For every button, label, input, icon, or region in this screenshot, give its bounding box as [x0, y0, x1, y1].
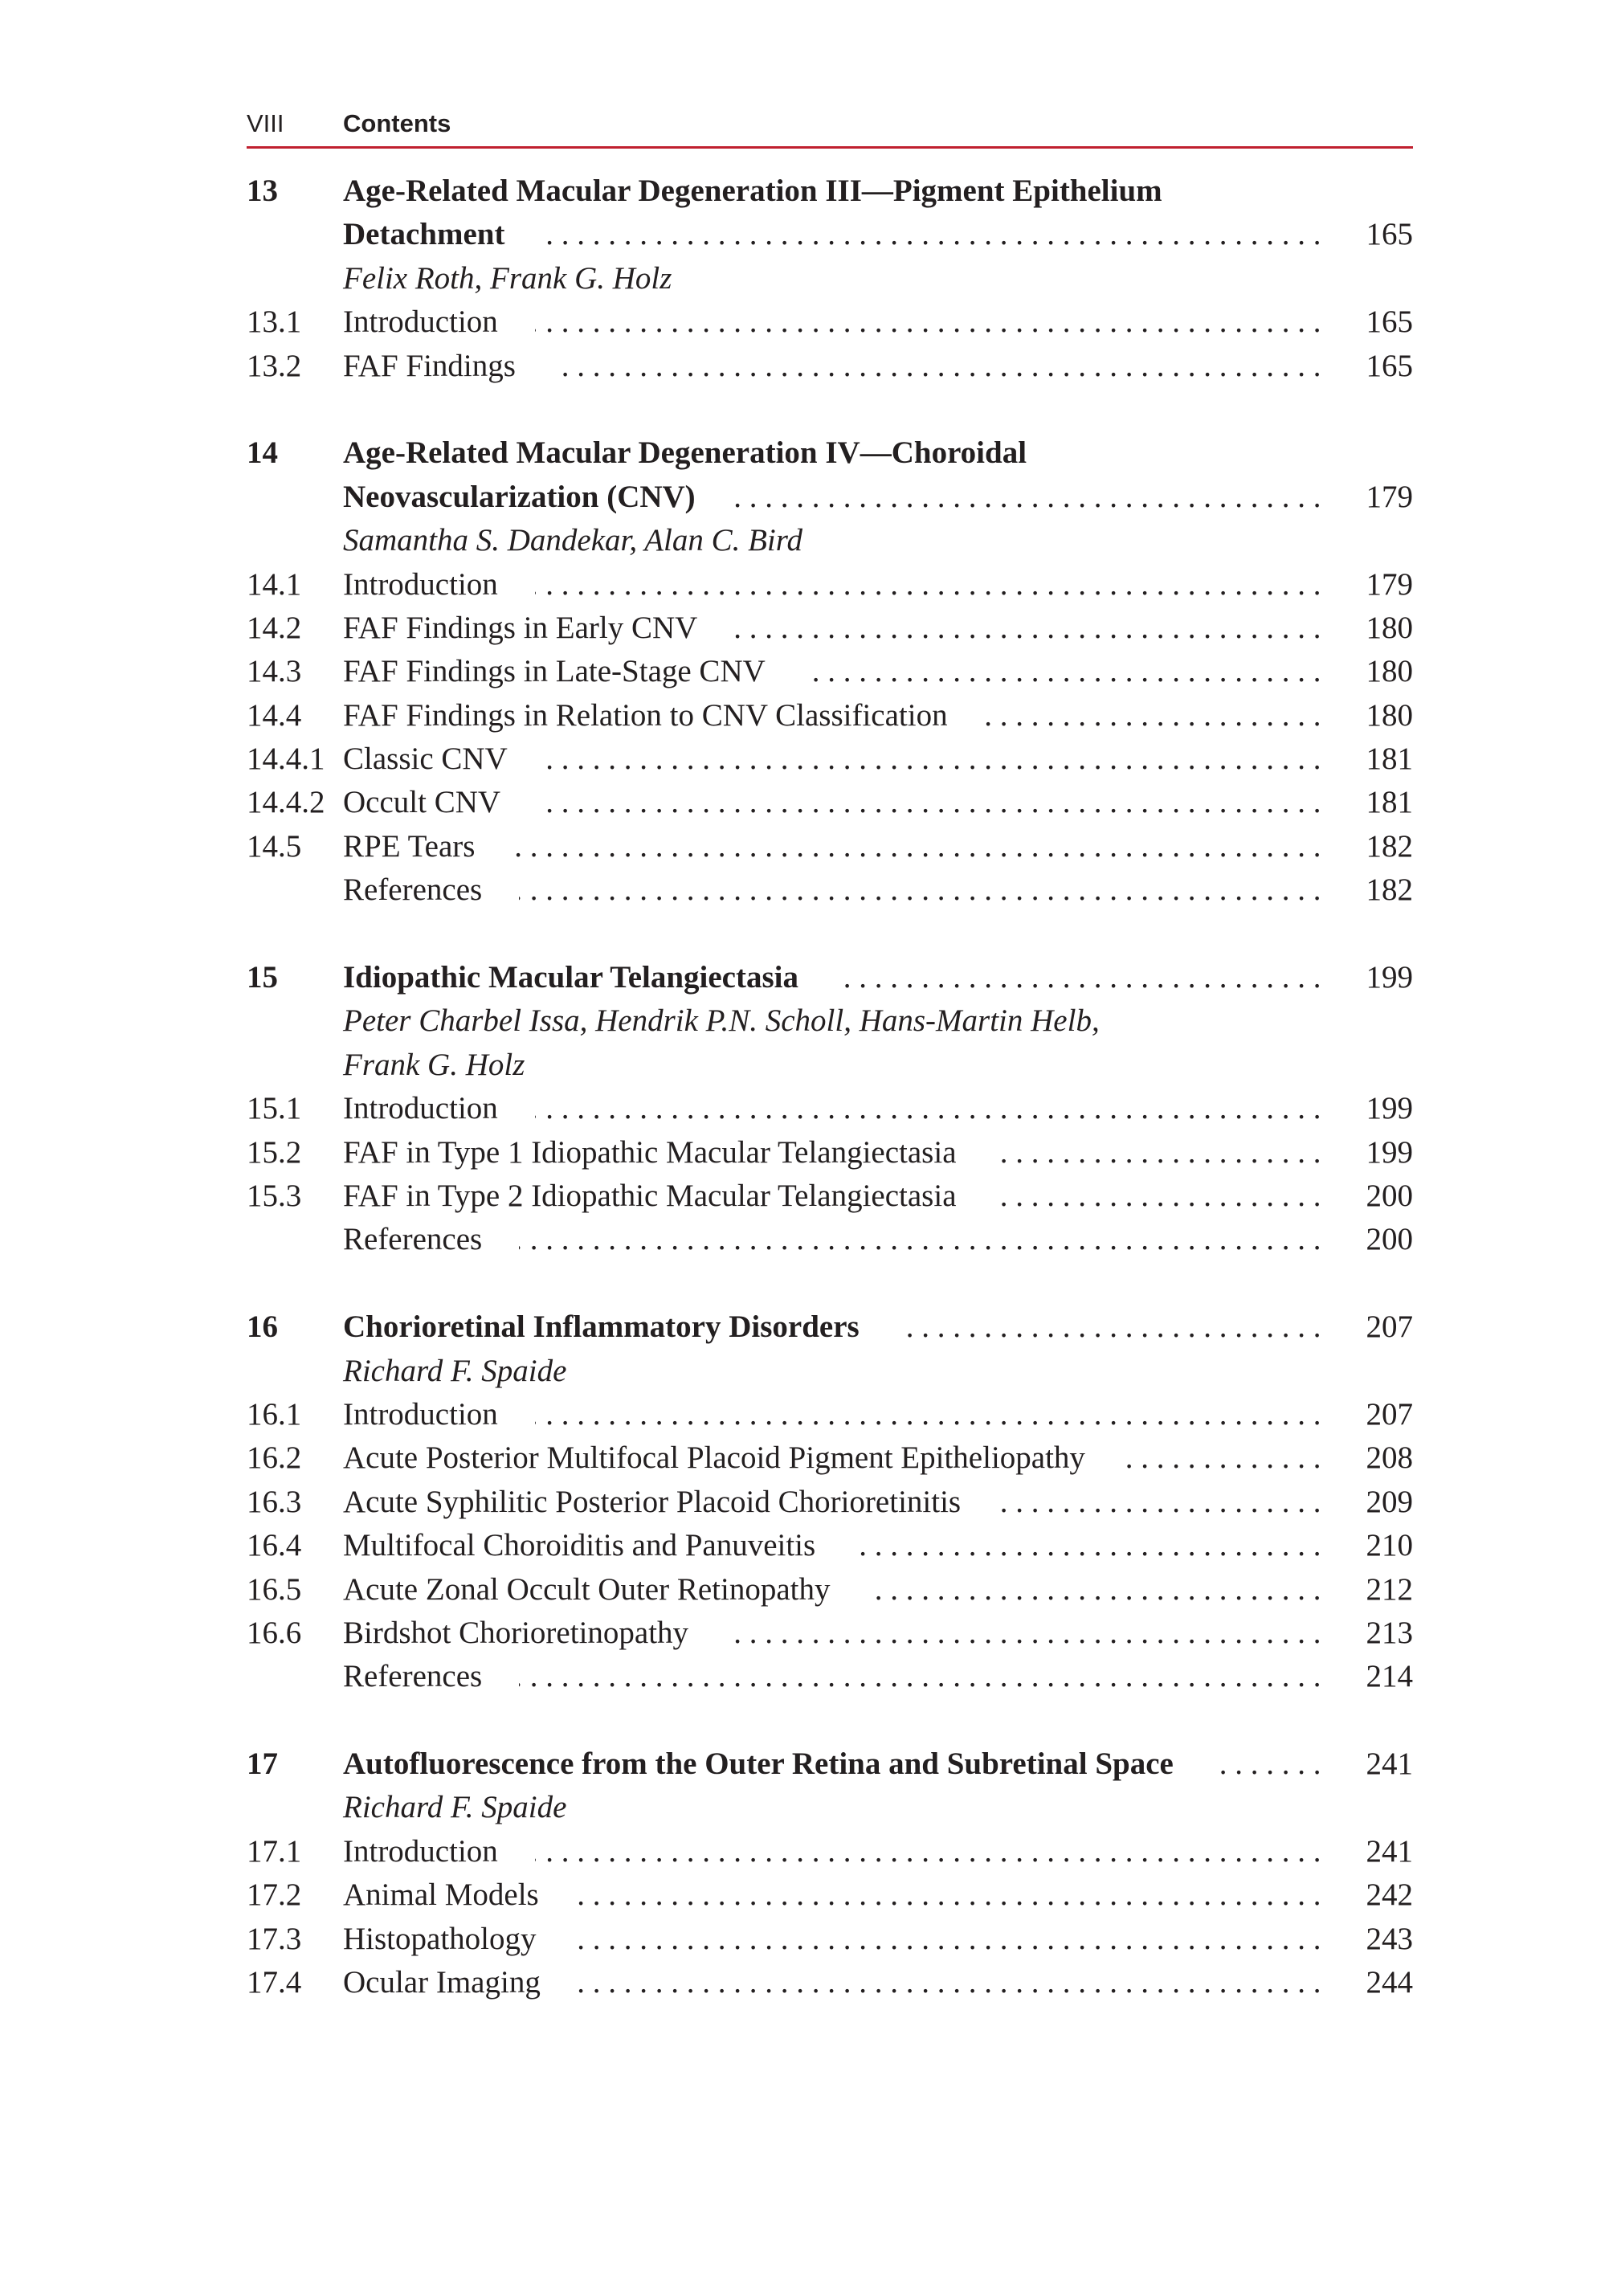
- section-title[interactable]: Classic CNV: [343, 742, 508, 777]
- section-number: 14.4: [247, 697, 302, 733]
- section-title[interactable]: FAF in Type 1 Idiopathic Macular Telangiectasia: [343, 1134, 957, 1170]
- page-ref[interactable]: 243: [1366, 1921, 1413, 1956]
- page-ref[interactable]: 165: [1366, 348, 1413, 383]
- section-title[interactable]: Multifocal Choroiditis and Panuveitis: [343, 1528, 816, 1563]
- dot-leader: [734, 607, 1321, 650]
- dot-leader: [541, 213, 1321, 256]
- page-ref[interactable]: 199: [1366, 960, 1413, 995]
- chapter-title-line: [247, 170, 1413, 213]
- section-number: 13.2: [247, 348, 302, 383]
- section-title[interactable]: FAF Findings: [343, 348, 516, 383]
- chapter-title[interactable]: Autofluorescence from the Outer Retina and Subretinal Space: [343, 1747, 1174, 1782]
- toc-entry[interactable]: [247, 1873, 1413, 1917]
- section-number: 14.5: [247, 828, 302, 864]
- page-ref[interactable]: 181: [1366, 742, 1413, 777]
- section-title[interactable]: Occult CNV: [343, 785, 501, 820]
- chapter-15: [247, 956, 1413, 1262]
- dot-leader: [852, 1524, 1321, 1567]
- toc-entry[interactable]: [247, 300, 1413, 344]
- section-number: 15.2: [247, 1134, 302, 1170]
- page-ref[interactable]: 214: [1366, 1659, 1413, 1694]
- chapter-authors: [247, 1044, 1413, 1087]
- chapter-13: [247, 170, 1413, 388]
- section-number: 16.5: [247, 1571, 302, 1607]
- page-ref[interactable]: 199: [1366, 1134, 1413, 1170]
- running-title: Contents: [343, 109, 451, 137]
- chapter-title-line: [247, 1305, 1413, 1349]
- section-title[interactable]: Ocular Imaging: [343, 1965, 541, 2000]
- section-number: 14.2: [247, 610, 302, 645]
- section-title[interactable]: FAF in Type 2 Idiopathic Macular Telangiectasia: [343, 1178, 957, 1213]
- toc-entry[interactable]: [247, 868, 1413, 912]
- section-number: 16.2: [247, 1440, 302, 1476]
- section-title[interactable]: Acute Posterior Multifocal Placoid Pigment Epitheliopathy: [343, 1440, 1085, 1476]
- page-ref[interactable]: 165: [1366, 217, 1413, 252]
- dot-leader: [994, 1175, 1321, 1218]
- section-title[interactable]: Introduction: [343, 566, 498, 602]
- chapter-title[interactable]: Idiopathic Macular Telangiectasia: [343, 960, 798, 995]
- dot-leader: [535, 1830, 1321, 1873]
- chapter-number: 17: [247, 1747, 278, 1782]
- section-title[interactable]: References: [343, 1222, 483, 1257]
- chapter-number: 15: [247, 960, 278, 995]
- table-of-contents: [247, 170, 1413, 2049]
- section-number: 13.1: [247, 304, 302, 340]
- toc-entry[interactable]: [247, 1961, 1413, 2004]
- chapter-title[interactable]: Detachment: [343, 217, 505, 252]
- page-ref[interactable]: 182: [1366, 872, 1413, 908]
- section-title[interactable]: FAF Findings in Relation to CNV Classification: [343, 697, 948, 733]
- toc-entry[interactable]: [247, 1218, 1413, 1261]
- dot-leader: [535, 563, 1321, 607]
- chapter-title-line: [247, 476, 1413, 519]
- dot-leader: [835, 956, 1321, 999]
- chapter-title[interactable]: Chorioretinal Inflammatory Disorders: [343, 1309, 860, 1345]
- toc-entry[interactable]: [247, 1524, 1413, 1567]
- toc-entry[interactable]: [247, 1087, 1413, 1130]
- dot-leader: [994, 1131, 1321, 1175]
- page-ref[interactable]: 244: [1366, 1965, 1413, 2000]
- section-number: 14.4.1: [247, 742, 325, 777]
- toc-entry[interactable]: [247, 825, 1413, 868]
- dot-leader: [519, 868, 1321, 912]
- page-number: VIII: [247, 109, 284, 137]
- toc-entry[interactable]: [247, 345, 1413, 388]
- chapter-title[interactable]: Age-Related Macular Degeneration IV—Choroidal: [343, 435, 1027, 471]
- chapter-authors: [247, 999, 1413, 1043]
- dot-leader: [553, 345, 1321, 388]
- chapter-title[interactable]: Age-Related Macular Degeneration III—Pigment Epithelium: [343, 174, 1162, 208]
- section-number: 17.4: [247, 1965, 302, 2000]
- toc-entry[interactable]: [247, 737, 1413, 781]
- page-ref[interactable]: 207: [1366, 1396, 1413, 1432]
- page-ref[interactable]: 208: [1366, 1440, 1413, 1476]
- page-ref[interactable]: 180: [1366, 697, 1413, 733]
- section-title[interactable]: Animal Models: [343, 1877, 539, 1913]
- section-number: 14.1: [247, 566, 302, 602]
- section-title[interactable]: RPE Tears: [343, 828, 476, 864]
- page-ref[interactable]: 241: [1366, 1833, 1413, 1869]
- chapter-number: 13: [247, 174, 278, 208]
- page-ref[interactable]: 207: [1366, 1309, 1413, 1345]
- page-ref[interactable]: 181: [1366, 785, 1413, 820]
- dot-leader: [867, 1568, 1321, 1612]
- page-ref[interactable]: 179: [1366, 479, 1413, 514]
- section-number: 16.3: [247, 1484, 302, 1519]
- toc-entry[interactable]: [247, 607, 1413, 650]
- page-ref[interactable]: 199: [1366, 1091, 1413, 1126]
- dot-leader: [535, 1087, 1321, 1130]
- authors: Richard F. Spaide: [343, 1353, 567, 1388]
- page-ref[interactable]: 212: [1366, 1571, 1413, 1607]
- chapter-title-line: [247, 1742, 1413, 1786]
- dot-leader: [574, 1918, 1321, 1961]
- toc-entry[interactable]: [247, 1612, 1413, 1655]
- authors: Samantha S. Dandekar, Alan C. Bird: [343, 523, 802, 558]
- section-number: 15.1: [247, 1091, 302, 1126]
- chapter-number: 16: [247, 1309, 278, 1345]
- dot-leader: [1122, 1436, 1321, 1480]
- section-number: 14.3: [247, 654, 302, 689]
- section-title[interactable]: References: [343, 872, 483, 908]
- toc-entry[interactable]: [247, 1131, 1413, 1175]
- section-title[interactable]: Acute Syphilitic Posterior Placoid Chorioretinitis: [343, 1484, 962, 1519]
- toc-entry[interactable]: [247, 563, 1413, 607]
- chapter-authors: [247, 1350, 1413, 1393]
- dot-leader: [519, 1655, 1321, 1698]
- toc-entry[interactable]: [247, 694, 1413, 737]
- dot-leader: [985, 694, 1321, 737]
- dot-leader: [733, 476, 1321, 519]
- toc-entry[interactable]: [247, 1830, 1413, 1873]
- toc-entry[interactable]: [247, 1655, 1413, 1698]
- page-ref[interactable]: 165: [1366, 304, 1413, 340]
- page-header: [247, 109, 1413, 149]
- section-title[interactable]: Histopathology: [343, 1921, 537, 1956]
- dot-leader: [519, 1218, 1321, 1261]
- page-ref[interactable]: 182: [1366, 828, 1413, 864]
- dot-leader: [1211, 1742, 1321, 1786]
- dot-leader: [896, 1305, 1321, 1349]
- page-ref[interactable]: 200: [1366, 1222, 1413, 1257]
- chapter-authors: [247, 257, 1413, 300]
- authors: Frank G. Holz: [343, 1047, 525, 1082]
- section-number: 16.4: [247, 1528, 302, 1563]
- section-number: 16.1: [247, 1396, 302, 1432]
- chapter-authors: [247, 519, 1413, 562]
- dot-leader: [512, 825, 1321, 868]
- toc-entry[interactable]: [247, 1568, 1413, 1612]
- chapter-title[interactable]: Neovascularization (CNV): [343, 479, 696, 514]
- dot-leader: [545, 737, 1321, 781]
- chapter-14: [247, 431, 1413, 912]
- section-number: 17.3: [247, 1921, 302, 1956]
- section-number: 15.3: [247, 1178, 302, 1213]
- section-title[interactable]: Introduction: [343, 1091, 498, 1126]
- section-number: 17.1: [247, 1833, 302, 1869]
- chapter-17: [247, 1742, 1413, 2004]
- page-ref[interactable]: 180: [1366, 654, 1413, 689]
- toc-entry[interactable]: [247, 1481, 1413, 1524]
- authors: Felix Roth, Frank G. Holz: [343, 260, 672, 296]
- toc-entry[interactable]: [247, 1918, 1413, 1961]
- toc-entry[interactable]: [247, 781, 1413, 824]
- page-ref[interactable]: 210: [1366, 1528, 1413, 1563]
- section-number: 14.4.2: [247, 785, 325, 820]
- page-ref[interactable]: 213: [1366, 1615, 1413, 1650]
- section-title[interactable]: Introduction: [343, 1396, 498, 1432]
- page-ref[interactable]: 180: [1366, 610, 1413, 645]
- toc-entry[interactable]: [247, 650, 1413, 693]
- chapter-title-line: [247, 956, 1413, 999]
- section-title[interactable]: References: [343, 1659, 483, 1694]
- authors: Richard F. Spaide: [343, 1790, 567, 1825]
- dot-leader: [537, 781, 1321, 824]
- page-ref[interactable]: 241: [1366, 1747, 1413, 1782]
- page-ref[interactable]: 200: [1366, 1178, 1413, 1213]
- chapter-number: 14: [247, 435, 278, 471]
- section-title[interactable]: Introduction: [343, 1833, 498, 1869]
- authors: Peter Charbel Issa, Hendrik P.N. Scholl, Hans-Martin Helb,: [343, 1003, 1100, 1039]
- toc-entry[interactable]: [247, 1393, 1413, 1436]
- dot-leader: [725, 1612, 1321, 1655]
- dot-leader: [998, 1481, 1321, 1524]
- page-ref[interactable]: 209: [1366, 1484, 1413, 1519]
- page-ref[interactable]: 179: [1366, 566, 1413, 602]
- dot-leader: [578, 1961, 1321, 2004]
- dot-leader: [802, 650, 1321, 693]
- dot-leader: [535, 300, 1321, 344]
- chapter-title-line: [247, 213, 1413, 256]
- section-title[interactable]: Acute Zonal Occult Outer Retinopathy: [343, 1571, 831, 1607]
- dot-leader: [576, 1873, 1321, 1917]
- toc-entry[interactable]: [247, 1175, 1413, 1218]
- section-number: 17.2: [247, 1877, 302, 1913]
- chapter-16: [247, 1305, 1413, 1699]
- section-title[interactable]: Introduction: [343, 304, 498, 340]
- section-title[interactable]: FAF Findings in Late-Stage CNV: [343, 654, 766, 689]
- section-title[interactable]: Birdshot Chorioretinopathy: [343, 1615, 689, 1650]
- chapter-authors: [247, 1786, 1413, 1829]
- chapter-title-line: [247, 431, 1413, 475]
- section-number: 16.6: [247, 1615, 302, 1650]
- dot-leader: [535, 1393, 1321, 1436]
- page-ref[interactable]: 242: [1366, 1877, 1413, 1913]
- section-title[interactable]: FAF Findings in Early CNV: [343, 610, 698, 645]
- toc-entry[interactable]: [247, 1436, 1413, 1480]
